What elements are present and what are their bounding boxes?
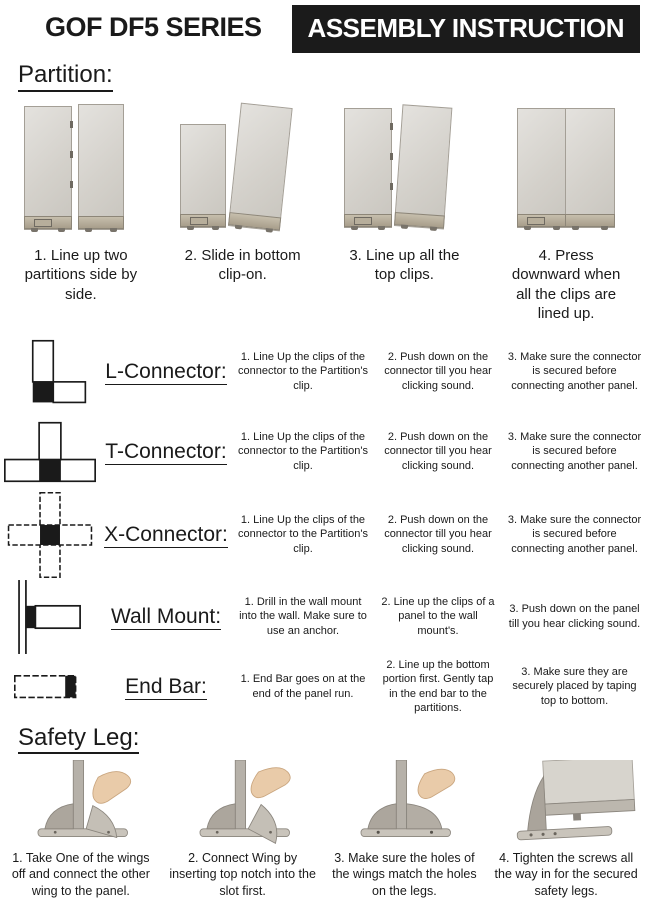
panel-plate	[190, 217, 208, 225]
safety-leg-photo-2	[162, 758, 324, 846]
panel-base	[565, 214, 615, 227]
safety-leg-photo-1	[0, 758, 162, 846]
partition-panel	[228, 102, 293, 231]
assembly-instruction-banner: ASSEMBLY INSTRUCTION	[294, 7, 639, 51]
t-connector-label: T-Connector:	[105, 439, 227, 463]
x-connector-icon	[0, 492, 100, 578]
safety-leg-figures	[0, 758, 647, 846]
panel-base	[394, 212, 445, 228]
partition-step-4-caption: 4. Press downward when all the clips are lined up.	[511, 246, 621, 323]
partition-step-4-figure	[485, 94, 647, 240]
connector-sections	[0, 332, 647, 718]
l-connector-step-1: 1. Line Up the clips of the connector to the Partition's clip.	[238, 350, 368, 392]
x-connector-row	[0, 492, 647, 578]
panel-base	[78, 216, 124, 229]
partition-step-1-caption: 1. Line up two partitions side by side.	[24, 246, 138, 303]
wall-mount-step-3: 3. Push down on the panel till you hear clicking sound.	[508, 603, 641, 630]
panel-plate	[34, 219, 52, 227]
l-connector-label: L-Connector:	[105, 359, 227, 383]
safety-leg-step-1-caption: 1. Take One of the wings off and connect the other wing to the panel.	[11, 851, 150, 898]
partition-panel	[78, 104, 124, 230]
partition-panel	[24, 106, 72, 230]
partition-step-2-figure	[162, 94, 324, 240]
safety-leg-captions	[0, 850, 647, 899]
t-connector-step-3: 3. Make sure the connector is secured before connecting another panel.	[507, 430, 642, 472]
wall-mount-icon	[0, 580, 100, 654]
wall-mount-row	[0, 578, 647, 656]
panel-base	[180, 214, 226, 227]
partition-figures	[0, 94, 647, 240]
l-connector-step-3: 3. Make sure the connector is secured before connecting another panel.	[507, 350, 642, 392]
end-bar-step-3: 3. Make sure they are securely placed by taping top to bottom.	[512, 665, 637, 707]
safety-leg-photo-3	[324, 758, 486, 846]
partition-captions	[0, 246, 647, 324]
l-connector-row	[0, 332, 647, 412]
partition-panel	[180, 124, 226, 228]
wall-mount-label: Wall Mount:	[110, 604, 222, 628]
safety-leg-photo-4	[485, 758, 647, 846]
partition-step-3-caption: 3. Line up all the top clips.	[349, 246, 460, 284]
partition-panel	[394, 104, 452, 229]
end-bar-label: End Bar:	[125, 674, 207, 698]
t-connector-step-1: 1. Line Up the clips of the connector to the Partition's clip.	[238, 430, 368, 472]
partition-panel	[517, 108, 567, 228]
x-connector-step-2: 2. Push down on the connector till you hear clicking sound.	[384, 513, 492, 555]
safety-leg-step-3-caption: 3. Make sure the holes of the wings match the holes on the legs.	[332, 851, 477, 898]
panel-plate	[527, 217, 545, 225]
partition-step-2-caption: 2. Slide in bottom clip-on.	[184, 246, 301, 284]
x-connector-step-3: 3. Make sure the connector is secured before connecting another panel.	[507, 513, 642, 555]
t-connector-icon	[0, 421, 100, 483]
safety-leg-step-4-caption: 4. Tighten the screws all the way in for the secured safety legs.	[494, 851, 638, 898]
wall-mount-step-2: 2. Line up the clips of a panel to the wall mount's.	[381, 595, 495, 637]
x-connector-label: X-Connector:	[104, 522, 228, 546]
clip-strip	[390, 123, 393, 208]
series-title: GOF DF5 SERIES	[45, 12, 262, 42]
l-connector-icon	[0, 339, 100, 405]
safety-leg-heading: Safety Leg:	[18, 724, 139, 755]
partition-panel	[344, 108, 392, 228]
partition-step-1-figure	[0, 94, 162, 240]
t-connector-step-2: 2. Push down on the connector till you hear clicking sound.	[384, 430, 492, 472]
x-connector-step-1: 1. Line Up the clips of the connector to the Partition's clip.	[238, 513, 368, 555]
partition-panel	[565, 108, 615, 228]
panel-plate	[354, 217, 372, 225]
end-bar-row	[0, 656, 647, 718]
panel-base	[24, 216, 72, 229]
end-bar-icon	[0, 674, 100, 700]
end-bar-step-1: 1. End Bar goes on at the end of the panel run.	[240, 673, 366, 700]
l-connector-step-2: 2. Push down on the connector till you hear clicking sound.	[384, 350, 492, 392]
page-header	[0, 0, 647, 55]
partition-step-3-figure	[324, 94, 486, 240]
t-connector-row	[0, 412, 647, 492]
safety-leg-step-2-caption: 2. Connect Wing by inserting top notch into the slot first.	[169, 851, 316, 898]
end-bar-step-2: 2. Line up the bottom portion first. Gently tap in the end bar to the partitions.	[382, 658, 494, 715]
wall-mount-step-1: 1. Drill in the wall mount into the wall. Make sure to use an anchor.	[239, 595, 367, 637]
panel-base	[344, 214, 392, 227]
panel-base	[517, 214, 567, 227]
clip-strip	[70, 121, 73, 209]
partition-heading: Partition:	[18, 61, 113, 92]
panel-base	[228, 212, 281, 230]
